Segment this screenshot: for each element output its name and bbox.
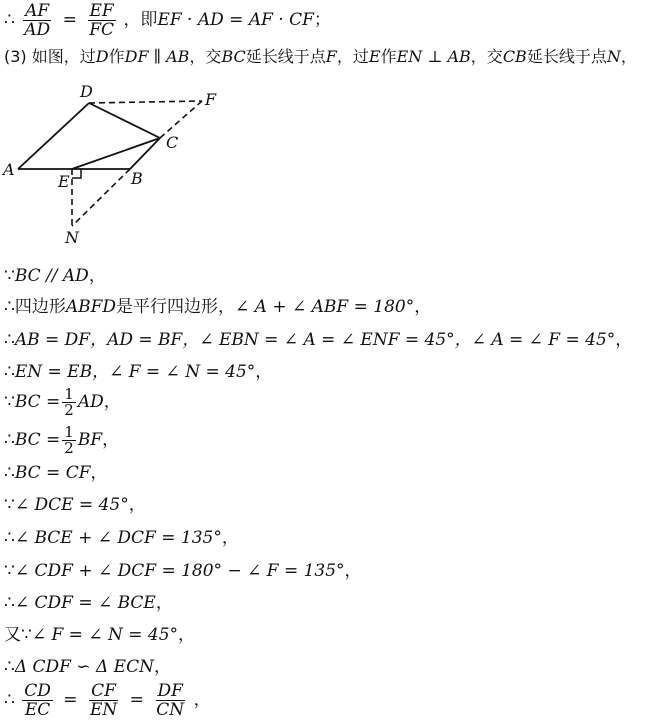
line-11: ∴∠ BCE + ∠ DCF = 135°，	[4, 528, 239, 548]
edge-ad	[18, 103, 89, 169]
line-12: ∵∠ CDF + ∠ DCF = 180° − ∠ F = 135°，	[4, 561, 362, 581]
line-3: ∵BC // AD，	[4, 266, 106, 286]
fraction-ef-fc: $\frac{EF}{FC}$	[89, 1, 115, 40]
line-1: ∴ $\frac{AF}{AD}$ = $\frac{EF}{FC}$ ，即EF · AD = AF · CF；	[4, 1, 331, 40]
edge-ec	[72, 138, 160, 169]
label-F: F	[205, 90, 217, 109]
line-4: ∴四边形ABFD是平行四边形，∠ A + ∠ ABF = 180°，	[4, 297, 432, 317]
fraction-df-cn: $\frac{DF}{CN}$	[156, 681, 185, 720]
edge-df-dashed	[89, 101, 202, 103]
label-A: A	[3, 160, 15, 179]
fraction-one-half: $\frac{1}{2}$	[64, 423, 74, 457]
fraction-cd-ec: $\frac{CD}{EC}$	[24, 681, 51, 720]
fraction-one-half: $\frac{1}{2}$	[64, 385, 74, 419]
line-7: ∵BC = $\frac{1}{2}$ AD，	[4, 385, 121, 419]
line-5: ∴AB = DF，AD = BF，∠ EBN = ∠ A = ∠ ENF = 45°，∠ A = ∠ F = 45°，	[4, 330, 633, 350]
edge-dc	[89, 103, 160, 138]
label-D: D	[80, 82, 93, 101]
line-8: ∴BC = $\frac{1}{2}$ BF，	[4, 423, 120, 457]
line-10: ∵∠ DCE = 45°，	[4, 495, 146, 515]
line-2-construction: (3) 如图，过D作DF ∥ AB，交BC延长线于点F，过E作EN ⊥ AB，交CB延长线于点N，	[4, 47, 637, 66]
label-N: N	[65, 228, 79, 247]
label-B: B	[131, 169, 143, 188]
line-15: ∴Δ CDF ∽ Δ ECN，	[4, 657, 171, 677]
line-14: 又∵∠ F = ∠ N = 45°，	[4, 625, 196, 645]
label-C: C	[166, 133, 179, 152]
geometry-figure	[0, 80, 240, 250]
fraction-cf-en: $\frac{CF}{EN}$	[89, 681, 118, 720]
therefore-symbol: ∴	[4, 10, 15, 30]
label-E: E	[58, 172, 70, 191]
line-6: ∴EN = EB，∠ F = ∠ N = 45°，	[4, 362, 273, 382]
line-9: ∴BC = CF，	[4, 463, 108, 483]
right-angle-mark	[72, 169, 81, 178]
line-16: ∴ $\frac{CD}{EC}$ = $\frac{CF}{EN}$ = $\frac{DF}{CN}$ ，	[4, 681, 211, 720]
line-13: ∴∠ CDF = ∠ BCE，	[4, 593, 173, 613]
fraction-af-ad: $\frac{AF}{AD}$	[24, 1, 51, 40]
